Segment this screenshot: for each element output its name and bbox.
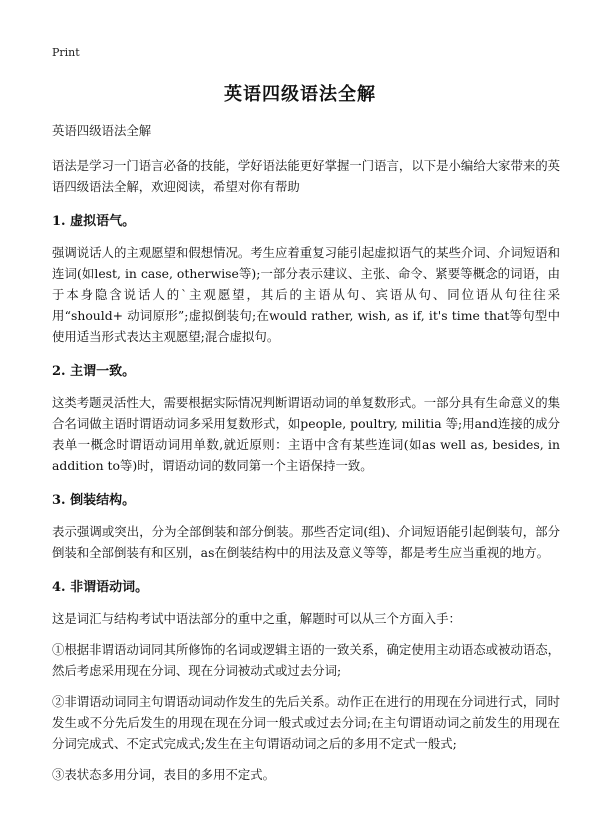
print-label[interactable]: Print	[52, 46, 80, 59]
section-heading: 2. 主谓一致。	[52, 364, 136, 379]
section-heading: 1. 虚拟语气。	[52, 214, 136, 229]
section-paragraph: ③表状态多用分词，表目的多用不定式。	[52, 767, 276, 782]
section-paragraph: 这类考题灵活性大，需要根据实际情况判断谓语动词的单复数形式。一部分具有生命意义的集合名词做主语时谓语动词多采用复数形式，如people, poultry, militia 等;用and连接的成分表单一概念时谓语动词用单数,就近原则：主语中含有某些连词(如as well as, besides, in addition to等)时，谓语动词的数同第一个主语保持一致。	[52, 395, 561, 473]
document-subtitle: 英语四级语法全解	[52, 123, 152, 138]
section-heading: 4. 非谓语动词。	[52, 580, 149, 595]
document-body	[52, 120, 560, 795]
section-paragraph: ①根据非谓语动词同其所修饰的名词或逻辑主语的一致关系，确定使用主动语态或被动语态，然后考虑采用现在分词、现在分词被动式或过去分词;	[52, 642, 561, 678]
section-paragraph: 这是词汇与结构考试中语法部分的重中之重，解题时可以从三个方面入手：	[52, 611, 461, 626]
section-paragraph: 表示强调或突出，分为全部倒装和部分倒装。那些否定词(组)、介词短语能引起倒装句，部分倒装和全部倒装有和区别，as在倒装结构中的用法及意义等等，都是考生应当重视的地方。	[52, 524, 560, 560]
section-paragraph: ②非谓语动词同主句谓语动词动作发生的先后关系。动作正在进行的用现在分词进行式，同时发生或不分先后发生的用现在现在分词一般式或过去分词;在主句谓语动词之前发生的用现在分词完成式、不定式完成式;发生在主句谓语动词之后的多用不定式一般式;	[52, 694, 561, 751]
section-heading: 3. 倒装结构。	[52, 493, 136, 508]
document-title: 英语四级语法全解	[224, 84, 376, 105]
intro-paragraph: 语法是学习一门语言必备的技能，学好语法能更好掌握一门语言，以下是小编给大家带来的英语四级语法全解，欢迎阅读，希望对你有帮助	[52, 158, 561, 194]
section-paragraph: 强调说话人的主观愿望和假想情况。考生应着重复习能引起虚拟语气的某些介词、介词短语和连词(如lest, in case, otherwise等);一部分表示建议、主张、命令、紧要等概念的词语，由于本身隐含说话人的`主观愿望，其后的主语从句、宾语从句、同位语从句往往采用“should+ 动词原形”;虚拟倒装句;在would rather, wish, as if, it's time that等句型中使用适当形式表达主观愿望;混合虚拟句。	[52, 245, 561, 344]
